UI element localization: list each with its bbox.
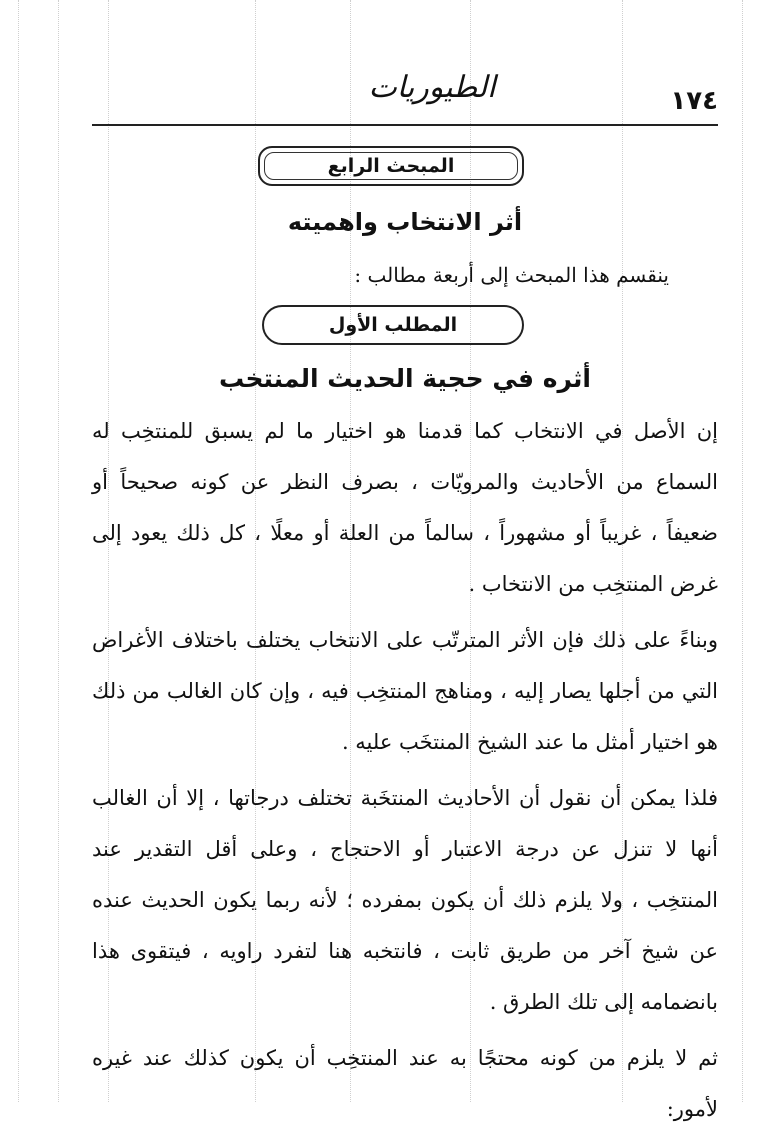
paragraph: وبناءً على ذلك فإن الأثر المترتّب على الانتخاب يختلف باختلاف الأغراض التي من أجلها يصار إليه ، ومناهج المنتخِب فيه ، وإن كان الغالب من ذلك هو اختيار أمثل ما عند الشيخ المنتخَب عليه .: [92, 628, 718, 754]
section-heading: المبحث الرابع: [327, 155, 455, 177]
subsection-heading: المطلب الأول: [328, 314, 458, 336]
subsection-title: أثره في حجية الحديث المنتخب: [218, 364, 592, 393]
page-header: [92, 70, 718, 122]
section-heading-frame: [258, 146, 524, 186]
subsection-heading-frame: [262, 305, 524, 345]
header-rule: [92, 124, 718, 126]
chapter-title: أثر الانتخاب واهميته: [287, 208, 523, 236]
page-number: ١٧٤: [670, 86, 718, 116]
running-title: الطيوريات: [368, 70, 496, 105]
paragraph: ثم لا يلزم من كونه محتجًا به عند المنتخِب أن يكون كذلك عند غيره لأمور:: [92, 1046, 718, 1121]
body-text: [92, 406, 718, 1135]
margin-guide: [18, 0, 19, 1102]
paragraph: إن الأصل في الانتخاب كما قدمنا هو اختيار ما لم يسبق للمنتخِب له السماع من الأحاديث والمرويّات ، بصرف النظر عن كونه صحيحاً أو ضعيفاً ، غريباً أو مشهوراً ، سالماً من العلة أو معلًا ، كل ذلك يعود إلى غرض المنتخِب من الانتخاب .: [92, 419, 718, 596]
intro-line: ينقسم هذا المبحث إلى أربعة مطالب :: [354, 263, 669, 287]
paragraph: فلذا يمكن أن نقول أن الأحاديث المنتخَبة تختلف درجاتها ، إلا أن الغالب أنها لا تنزل عن درجة الاعتبار أو الاحتجاج ، وعلى أقل التقدير عند المنتخِب ، ولا يلزم ذلك أن يكون بمفرده ؛ لأنه ربما يكون الحديث عنده عن شيخ آخر من طريق ثابت ، فانتخبه هنا لتفرد راويه ، فيتقوى هذا بانضمامه إلى تلك الطرق .: [92, 786, 718, 1014]
margin-guide: [58, 0, 59, 1102]
margin-guide: [742, 0, 743, 1102]
